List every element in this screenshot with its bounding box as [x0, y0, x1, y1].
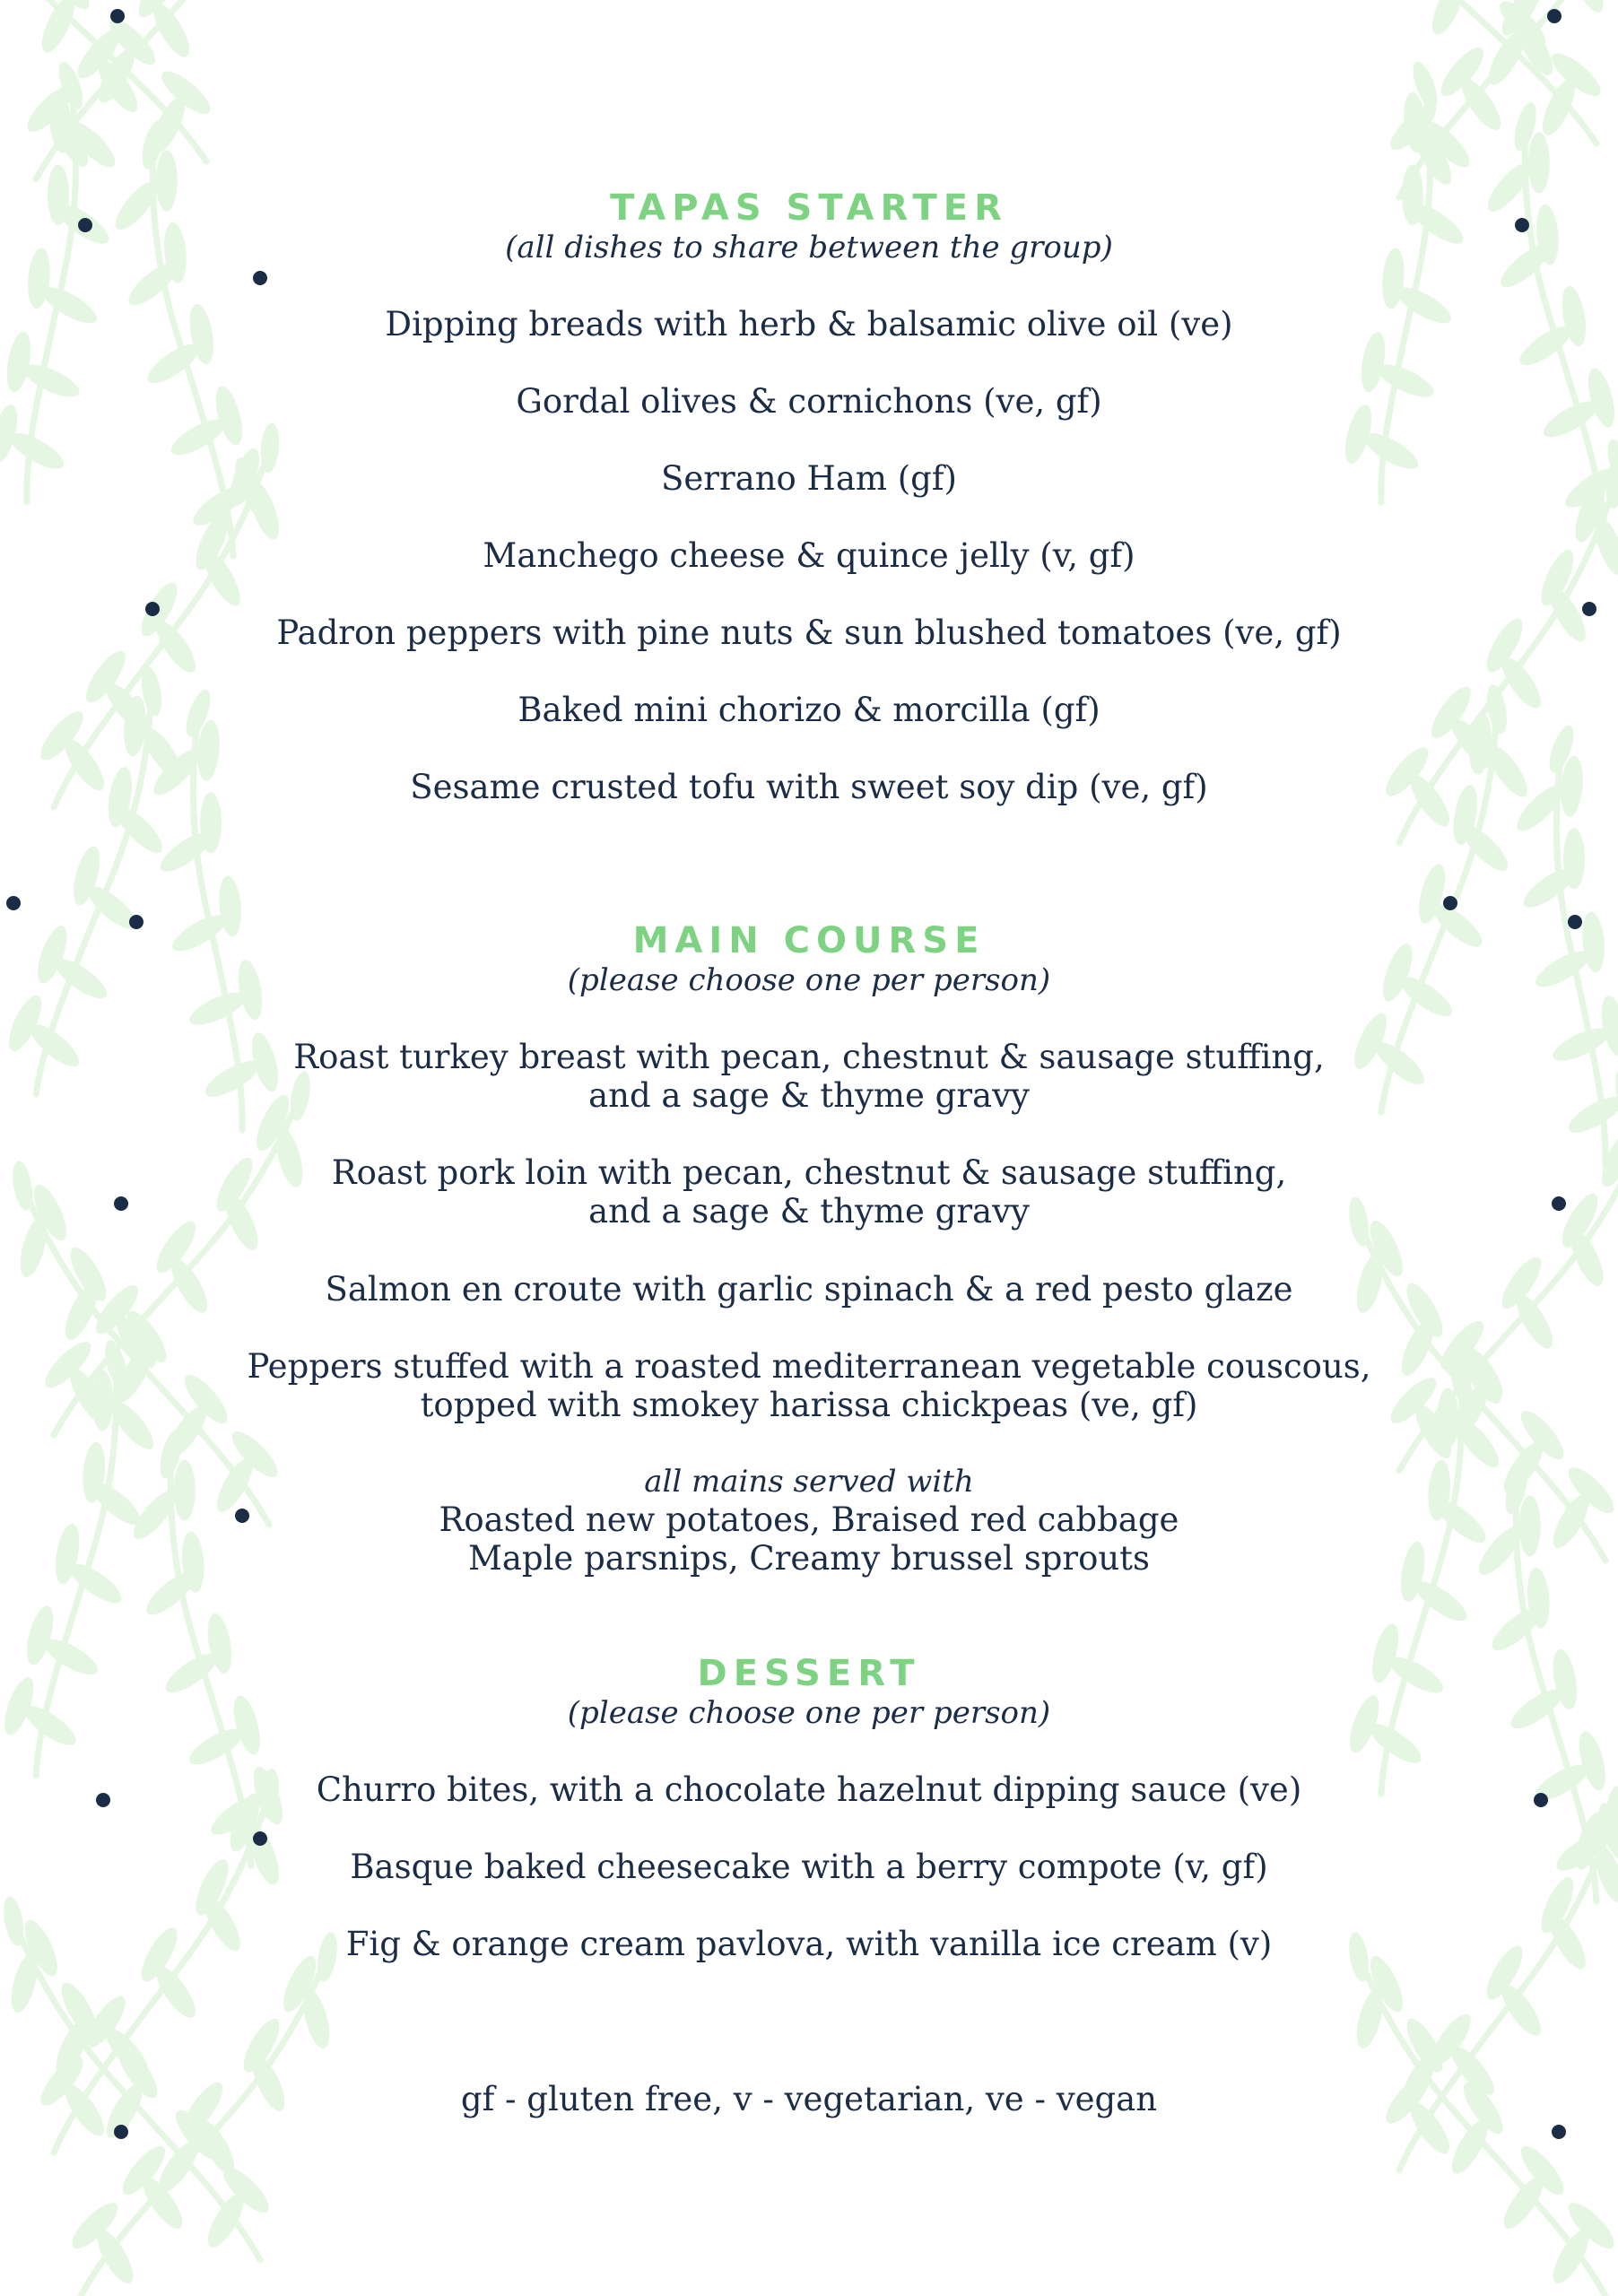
main-item-line: Salmon en croute with garlic spinach & a red pesto glaze: [325, 1270, 1293, 1309]
dessert-section-title: DESSERT: [697, 1653, 921, 1694]
sides-note: all mains served with: [644, 1464, 974, 1500]
tapas-item: Dipping breads with herb & balsamic olive oil (ve): [385, 305, 1233, 344]
tapas-section-title: TAPAS STARTER: [610, 187, 1008, 229]
main-item-line: and a sage & thyme gravy: [588, 1192, 1030, 1231]
sides-line: Roasted new potatoes, Braised red cabbage: [439, 1500, 1179, 1539]
main-item-line: Roast turkey breast with pecan, chestnut & sausage stuffing,: [293, 1038, 1325, 1076]
tapas-item: Gordal olives & cornichons (ve, gf): [516, 382, 1102, 421]
sides-line: Maple parsnips, Creamy brussel sprouts: [467, 1539, 1151, 1578]
main-section-title: MAIN COURSE: [632, 920, 986, 961]
tapas-item: Manchego cheese & quince jelly (v, gf): [483, 536, 1135, 575]
main-item-line: Peppers stuffed with a roasted mediterranean vegetable couscous,: [247, 1347, 1371, 1386]
dietary-legend: gf - gluten free, v - vegetarian, ve - vegan: [460, 2080, 1158, 2118]
tapas-item: Sesame crusted tofu with sweet soy dip (ve, gf): [410, 768, 1208, 806]
dessert-item: Basque baked cheesecake with a berry compote (v, gf): [350, 1848, 1268, 1886]
tapas-item: Padron peppers with pine nuts & sun blushed tomatoes (ve, gf): [276, 613, 1342, 652]
dessert-item: Fig & orange cream pavlova, with vanilla ice cream (v): [345, 1925, 1273, 1963]
main-item-line: and a sage & thyme gravy: [588, 1076, 1030, 1115]
tapas-section-subtitle: (all dishes to share between the group): [505, 230, 1113, 265]
main-item: [0, 1153, 1618, 1231]
main-section-subtitle: (please choose one per person): [567, 962, 1051, 998]
tapas-item: Baked mini chorizo & morcilla (gf): [518, 691, 1100, 729]
dessert-item: Churro bites, with a chocolate hazelnut dipping sauce (ve): [316, 1770, 1302, 1809]
main-item: [0, 1038, 1618, 1115]
sides-list: [0, 1500, 1618, 1578]
dessert-section-subtitle: (please choose one per person): [567, 1695, 1051, 1731]
main-item-line: Roast pork loin with pecan, chestnut & sausage stuffing,: [331, 1153, 1287, 1192]
main-item: [0, 1347, 1618, 1424]
main-item-line: topped with smokey harissa chickpeas (ve, gf): [420, 1386, 1198, 1424]
main-item: [0, 1270, 1618, 1309]
tapas-item: Serrano Ham (gf): [661, 459, 957, 498]
